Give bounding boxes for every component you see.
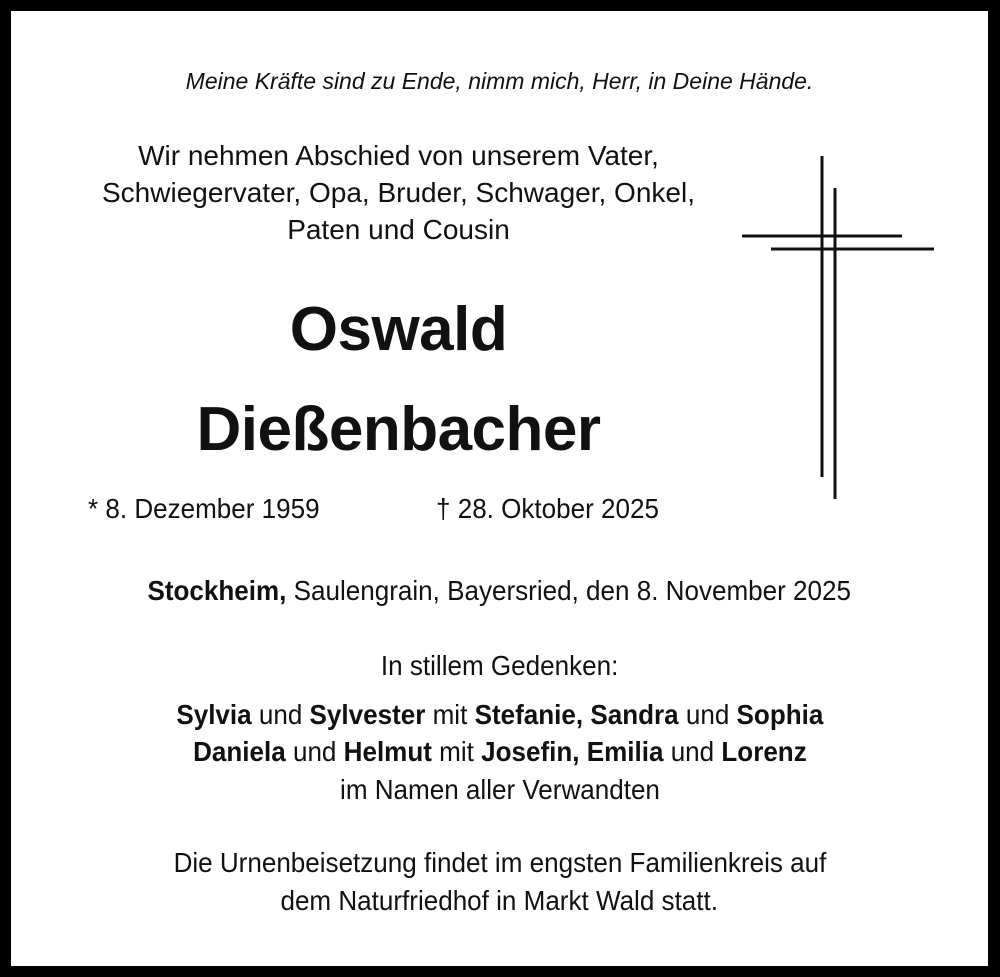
birth-date-text: * 8. Dezember 1959 bbox=[88, 493, 320, 524]
family-name: Daniela bbox=[192, 736, 286, 767]
family-name: Lorenz bbox=[720, 736, 807, 767]
closing-line-1-text: Die Urnenbeisetzung findet im engsten Familienkreis auf bbox=[173, 847, 826, 878]
family-line-3-text: im Namen aller Verwandten bbox=[339, 774, 660, 805]
deceased-last-name: Dießenbacher bbox=[196, 395, 601, 464]
place-rest: Saulengrain, Bayersried, den 8. November 2025 bbox=[286, 575, 852, 606]
connector-text: und bbox=[285, 736, 344, 767]
obituary-notice bbox=[11, 11, 988, 966]
connector-text: und bbox=[663, 736, 721, 767]
connector-text: und bbox=[678, 699, 737, 730]
family-name: Stefanie, Sandra bbox=[474, 699, 679, 730]
death-date-text: † 28. Oktober 2025 bbox=[436, 493, 659, 524]
intro-line-2: Schwiegervater, Opa, Bruder, Schwager, Onkel, bbox=[102, 177, 695, 208]
motto-verse: Meine Kräfte sind zu Ende, nimm mich, Herr, in Deine Hände. bbox=[185, 68, 814, 94]
place-bold: Stockheim, bbox=[147, 575, 287, 606]
gedenken-text: In stillem Gedenken: bbox=[380, 650, 619, 681]
cross-icon bbox=[11, 11, 988, 966]
connector-text: mit bbox=[431, 736, 481, 767]
deceased-first-name: Oswald bbox=[289, 295, 508, 364]
family-name: Helmut bbox=[343, 736, 432, 767]
family-name: Sylvester bbox=[309, 699, 426, 730]
closing-line-2-text: dem Naturfriedhof in Markt Wald statt. bbox=[280, 885, 719, 916]
intro-line-3: Paten und Cousin bbox=[287, 214, 510, 245]
connector-text: mit bbox=[425, 699, 475, 730]
family-name: Josefin, Emilia bbox=[480, 736, 664, 767]
connector-text: und bbox=[251, 699, 310, 730]
intro-line-1: Wir nehmen Abschied von unserem Vater, bbox=[138, 140, 659, 171]
family-name: Sophia bbox=[736, 699, 823, 730]
family-name: Sylvia bbox=[175, 699, 252, 730]
